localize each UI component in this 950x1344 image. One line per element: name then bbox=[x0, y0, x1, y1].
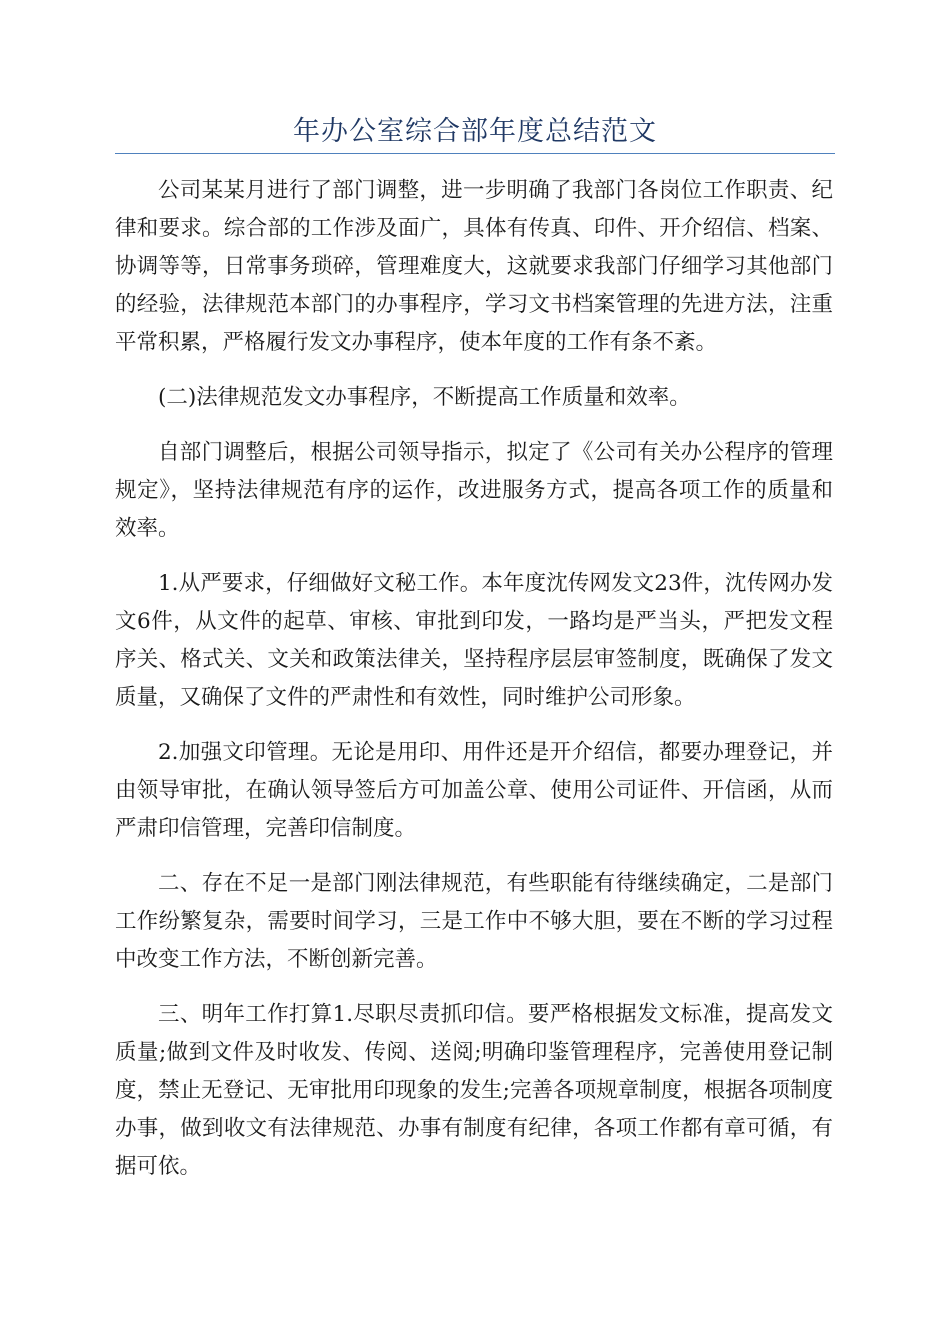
document-body bbox=[115, 172, 833, 1203]
paragraph-item-2: 2.加强文印管理。无论是用印、用件还是开介绍信，都要办理登记，并由领导审批，在确认领导签后方可加盖公章、使用公司证件、开信函，从而严肃印信管理，完善印信制度。 bbox=[115, 740, 833, 841]
paragraph-shortcomings: 二、存在不足一是部门刚法律规范，有些职能有待继续确定，二是部门工作纷繁复杂，需要时间学习，三是工作中不够大胆，要在不断的学习过程中改变工作方法，不断创新完善。 bbox=[115, 871, 833, 972]
title-underline bbox=[115, 153, 835, 154]
paragraph-next-year-plan: 三、明年工作打算1.尽职尽责抓印信。要严格根据发文标准，提高发文质量;做到文件及时收发、传阅、送阅;明确印鉴管理程序，完善使用登记制度，禁止无登记、无审批用印现象的发生;完善各项规章制度，根据各项制度办事，做到收文有法律规范、办事有制度有纪律，各项工作都有章可循，有据可依。 bbox=[115, 1002, 833, 1179]
document-title: 年办公室综合部年度总结范文 bbox=[293, 116, 657, 147]
paragraph-regulation: 自部门调整后，根据公司领导指示，拟定了《公司有关办公程序的管理规定》，坚持法律规范有序的运作，改进服务方式，提高各项工作的质量和效率。 bbox=[115, 440, 833, 541]
paragraph-item-1: 1.从严要求，仔细做好文秘工作。本年度沈传网发文23件，沈传网办发文6件，从文件的起草、审核、审批到印发，一路均是严当头，严把发文程序关、格式关、文关和政策法律关，坚持程序层层审签制度，既确保了发文质量，又确保了文件的严肃性和有效性，同时维护公司形象。 bbox=[115, 571, 833, 710]
paragraph-intro: 公司某某月进行了部门调整，进一步明确了我部门各岗位工作职责、纪律和要求。综合部的工作涉及面广，具体有传真、印件、开介绍信、档案、协调等等，日常事务琐碎，管理难度大，这就要求我部门仔细学习其他部门的经验，法律规范本部门的办事程序，学习文书档案管理的先进方法，注重平常积累，严格履行发文办事程序，使本年度的工作有条不紊。 bbox=[115, 178, 833, 355]
paragraph-section-heading: (二)法律规范发文办事程序，不断提高工作质量和效率。 bbox=[158, 385, 691, 410]
